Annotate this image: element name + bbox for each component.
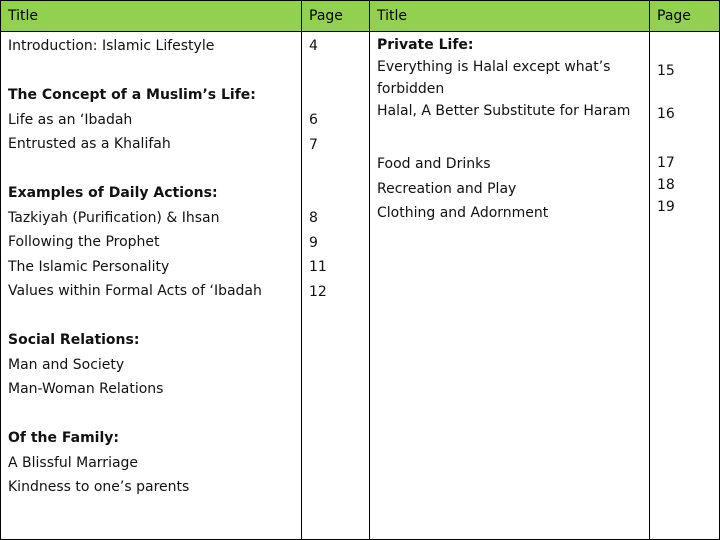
family-item: Kindness to one’s parents [8,479,190,495]
social-item: Man-Woman Relations [8,381,164,397]
family-item: A Blissful Marriage [8,454,139,471]
examples-section [8,181,262,304]
examples-item: The Islamic Personality [8,258,170,275]
examples-heading: Examples of Daily Actions: [8,185,218,201]
examples-page: 11 [309,259,327,275]
column-divider [301,1,302,539]
private-page: 16 [657,106,675,122]
header-row [1,1,719,32]
header-page-right: Page [657,8,691,24]
header-title-right: Title [377,8,408,24]
concept-pages [309,108,318,157]
header-page-left: Page [309,8,343,24]
food-page: 17 [657,155,675,171]
examples-pages [309,206,327,304]
food-item: Clothing and Adornment [377,205,549,221]
examples-page: 9 [309,234,318,251]
private-line: forbidden [377,81,445,97]
social-section [8,328,163,402]
food-pages [657,152,675,218]
concept-page: 6 [309,112,318,128]
examples-item: Values within Formal Acts of ‘Ibadah [8,283,262,299]
social-heading: Social Relations: [8,332,140,348]
column-divider [369,1,370,539]
private-page-a-cell [657,59,675,84]
private-line: Everything is Halal except what’s [377,59,611,75]
private-heading: Private Life: [377,37,474,53]
social-item: Man and Society [8,356,125,373]
food-section [377,152,548,226]
intro-page: 4 [309,38,318,54]
examples-item: Tazkiyah (Purification) & Ihsan [8,209,220,226]
header-title-left: Title [8,8,39,24]
food-item: Recreation and Play [377,180,517,197]
family-heading: Of the Family: [8,430,119,446]
examples-item: Following the Prophet [8,234,160,250]
intro-entry [8,34,214,59]
examples-page: 12 [309,283,327,300]
family-section [8,426,189,500]
concept-heading: The Concept of a Muslim’s Life: [8,87,256,103]
examples-page: 8 [309,210,318,226]
private-line: Halal, A Better Substitute for Haram [377,103,631,119]
concept-item: Life as an ‘Ibadah [8,111,133,128]
concept-page: 7 [309,136,318,153]
column-divider [649,1,650,539]
food-page: 18 [657,177,675,193]
private-page-b-cell [657,102,675,127]
food-item: Food and Drinks [377,156,491,172]
concept-section [8,83,256,157]
intro-page-cell [309,34,318,59]
food-page: 19 [657,199,675,215]
concept-item: Entrusted as a Khalifah [8,136,171,152]
private-section [377,34,630,122]
private-page: 15 [657,63,675,79]
intro-title: Introduction: Islamic Lifestyle [8,38,215,54]
